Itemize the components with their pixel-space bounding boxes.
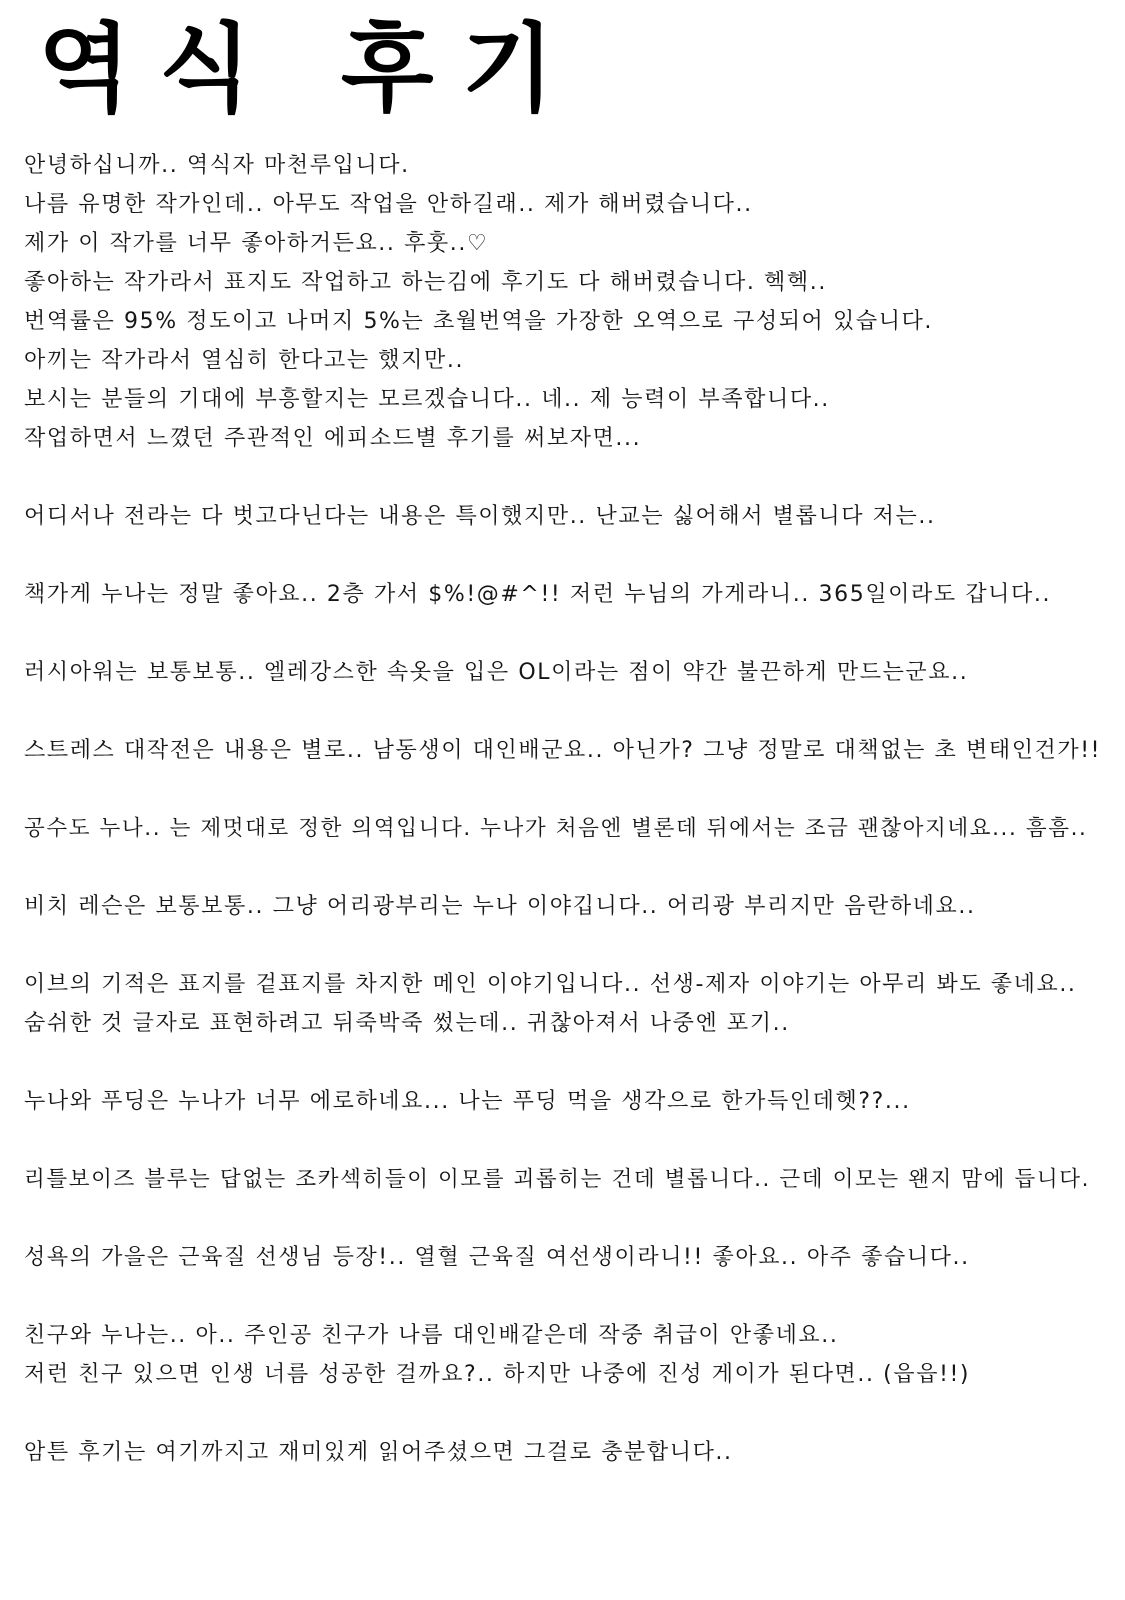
intro-line: 안녕하십니까.. 역식자 마천루입니다.: [24, 153, 410, 178]
intro-paragraph: [24, 146, 1104, 458]
paragraph-gap: [24, 614, 1104, 653]
intro-line: 보시는 분들의 기대에 부흥할지는 모르겠습니다.. 네.. 제 능력이 부족합니다..: [24, 387, 830, 412]
paragraph-gap: [24, 692, 1104, 731]
episode-line: 숨쉬한 것 글자로 표현하려고 뒤죽박죽 썼는데.. 귀찮아져서 나중엔 포기..: [24, 1011, 790, 1036]
episode-paragraph: [24, 575, 1104, 614]
episode-paragraph: [24, 1238, 1104, 1277]
episode-paragraph: [24, 887, 1104, 926]
episode-paragraph: [24, 497, 1104, 536]
episode-paragraph: [24, 1082, 1104, 1121]
paragraph-gap: [24, 1394, 1104, 1433]
paragraph-gap: [24, 1043, 1104, 1082]
episode-line: 책가게 누나는 정말 좋아요.. 2층 가서 $%!@#^!! 저런 누님의 가게라니.. 365일이라도 갑니다..: [24, 582, 1052, 607]
paragraph-gap: [24, 536, 1104, 575]
afterword-body: [24, 146, 1104, 1472]
episode-paragraph: [24, 653, 1104, 692]
intro-line: 좋아하는 작가라서 표지도 작업하고 하는김에 후기도 다 해버렸습니다. 헥헥..: [24, 270, 827, 295]
episode-paragraph: [24, 1160, 1104, 1199]
closing-paragraph: [24, 1433, 1104, 1472]
episode-line: 리틀보이즈 블루는 답없는 조카섹히들이 이모를 괴롭히는 건데 별롭니다.. 근데 이모는 왠지 맘에 듭니다.: [24, 1167, 1091, 1192]
intro-line: 번역률은 95% 정도이고 나머지 5%는 초월번역을 가장한 오역으로 구성되어 있습니다.: [24, 309, 933, 334]
paragraph-gap: [24, 458, 1104, 497]
episode-line: 성욕의 가을은 근육질 선생님 등장!.. 열혈 근육질 여선생이라니!! 좋아요.. 아주 좋습니다..: [24, 1245, 970, 1270]
paragraph-gap: [24, 848, 1104, 887]
episode-line: 누나와 푸딩은 누나가 너무 에로하네요... 나는 푸딩 먹을 생각으로 한가득인데헷??...: [24, 1089, 911, 1114]
episode-line: 저런 친구 있으면 인생 너름 성공한 걸까요?.. 하지만 나중에 진성 게이가 된다면.. (읍읍!!): [24, 1362, 971, 1387]
intro-line: 작업하면서 느꼈던 주관적인 에피소드별 후기를 써보자면...: [24, 426, 642, 451]
episode-paragraph: [24, 731, 1104, 770]
episode-paragraph: [24, 1316, 1104, 1394]
episode-paragraph: [24, 965, 1104, 1043]
closing-line: 암튼 후기는 여기까지고 재미있게 읽어주셨으면 그걸로 충분합니다..: [24, 1440, 733, 1465]
paragraph-gap: [24, 1121, 1104, 1160]
paragraph-gap: [24, 926, 1104, 965]
paragraph-gap: [24, 770, 1104, 809]
episode-line: 러시아워는 보통보통.. 엘레강스한 속옷을 입은 OL이라는 점이 약간 불끈하게 만드는군요..: [24, 660, 969, 685]
intro-line: 아끼는 작가라서 열심히 한다고는 했지만..: [24, 348, 465, 373]
intro-line: 제가 이 작가를 너무 좋아하거든요.. 후훗..♡: [24, 231, 489, 256]
intro-line: 나름 유명한 작가인데.. 아무도 작업을 안하길래.. 제가 해버렸습니다..: [24, 192, 753, 217]
episode-line: 공수도 누나.. 는 제멋대로 정한 의역입니다. 누나가 처음엔 별론데 뒤에서는 조금 괜찮아지네요... 흠흠..: [24, 816, 1088, 841]
paragraph-gap: [24, 1277, 1104, 1316]
episode-line: 비치 레슨은 보통보통.. 그냥 어리광부리는 누나 이야깁니다.. 어리광 부리지만 음란하네요..: [24, 894, 976, 919]
episode-line: 어디서나 전라는 다 벗고다닌다는 내용은 특이했지만.. 난교는 싫어해서 별롭니다 저는..: [24, 504, 936, 529]
episode-paragraph: [24, 809, 1104, 848]
episode-line: 이브의 기적은 표지를 겉표지를 차지한 메인 이야기입니다.. 선생-제자 이야기는 아무리 봐도 좋네요..: [24, 972, 1077, 997]
paragraph-gap: [24, 1199, 1104, 1238]
page-title: 역식 후기: [38, 13, 583, 125]
episode-line: 스트레스 대작전은 내용은 별로.. 남동생이 대인배군요.. 아닌가? 그냥 정말로 대책없는 초 변태인건가!!: [24, 738, 1102, 763]
episode-line: 친구와 누나는.. 아.. 주인공 친구가 나름 대인배같은데 작중 취급이 안좋네요..: [24, 1323, 839, 1348]
